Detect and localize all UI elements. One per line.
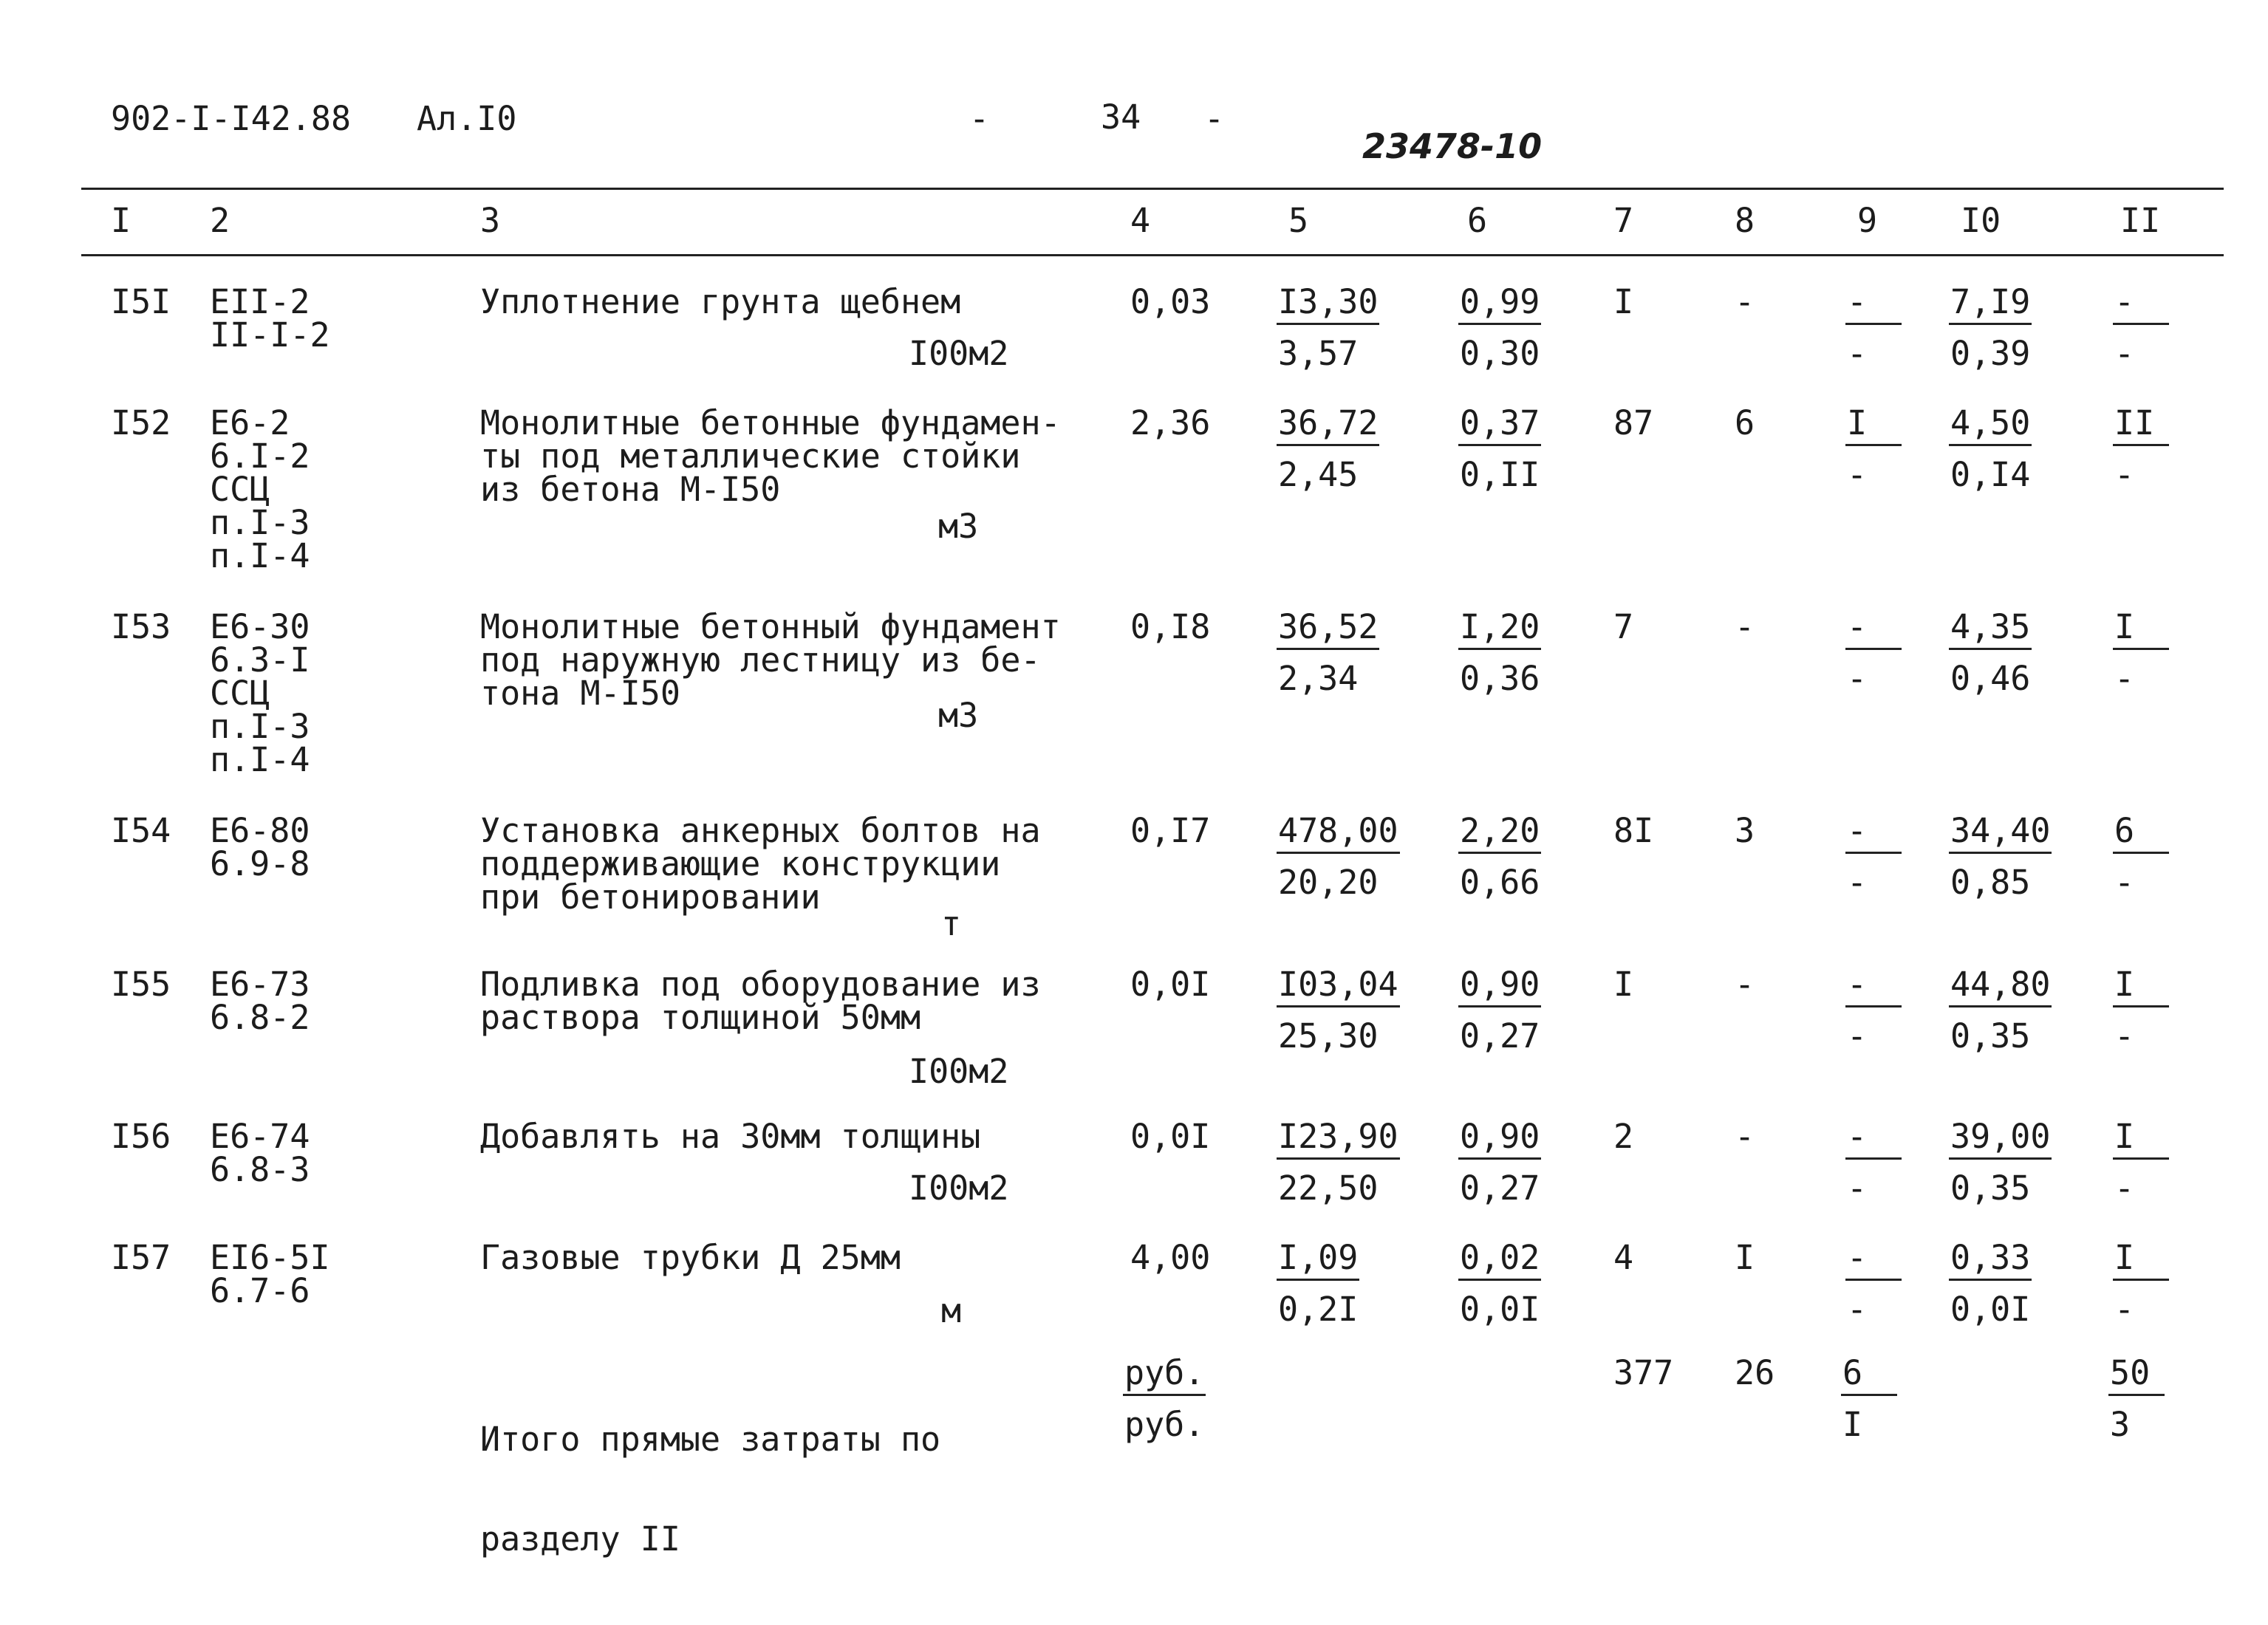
desc-line: Монолитные бетонный фундамент (480, 607, 1061, 646)
work-description (480, 403, 1061, 509)
total-col9: $\frac{6}{I}$ (1841, 1356, 1974, 1441)
c10-cell (1949, 282, 2082, 373)
c11-denominator: - (2114, 659, 2135, 698)
c11-denominator: - (2114, 863, 2135, 902)
c6-denominator: 0,II (1460, 455, 1540, 494)
quantity: 0,0I (1130, 1117, 1211, 1156)
c5-cell (1277, 965, 1410, 1056)
unit-of-measure: т (941, 904, 962, 943)
c10-denominator: 0,85 (1950, 863, 2031, 902)
c10-cell (1949, 607, 2082, 698)
row-number: I54 (111, 811, 171, 850)
c10-cell (1949, 1238, 2082, 1329)
c5-cell (1277, 403, 1410, 494)
c10-denominator: 0,0I (1950, 1290, 2031, 1329)
c9-numerator: - (1845, 968, 1902, 1008)
c6-denominator: 0,66 (1460, 863, 1540, 902)
c5-numerator: 36,52 (1277, 610, 1379, 650)
c11-numerator: II (2113, 406, 2169, 446)
code-line: EII-2 (210, 282, 310, 321)
code-line: E6-74 (210, 1117, 310, 1156)
c5-denominator: 20,20 (1278, 863, 1379, 902)
c6-denominator: 0,0I (1460, 1290, 1540, 1329)
c5-numerator: I03,04 (1277, 968, 1400, 1008)
c6-cell (1458, 403, 1591, 494)
col8-value: - (1735, 965, 1755, 1004)
c11-numerator: I (2113, 1120, 2169, 1160)
c6-cell (1458, 282, 1591, 373)
code-line: E6-30 (210, 607, 310, 646)
c11-cell (2113, 403, 2246, 494)
c9-denominator: - (1847, 659, 1868, 698)
header-dash-left: - (969, 99, 990, 138)
code-line: 6.8-2 (210, 998, 310, 1037)
c6-cell (1458, 811, 1591, 902)
code-line: п.I-3 (210, 503, 310, 542)
quantity: 4,00 (1130, 1238, 1211, 1277)
code-line: 6.7-6 (210, 1271, 310, 1310)
c10-denominator: 0,35 (1950, 1169, 2031, 1208)
sheet-number: Ал.I0 (417, 99, 517, 138)
col-header: 5 (1288, 201, 1309, 240)
header-dash-right: - (1204, 99, 1225, 138)
col8-value: 6 (1735, 403, 1755, 442)
c6-cell (1458, 1117, 1591, 1208)
work-description (480, 1238, 901, 1277)
c11-cell (2113, 965, 2246, 1056)
col8-value: - (1735, 282, 1755, 321)
c11-numerator: I (2113, 968, 2169, 1008)
estimate-sheet (69, 0, 2268, 1570)
c10-cell (1949, 403, 2082, 494)
col7-value: 87 (1613, 403, 1654, 442)
c5-cell (1277, 607, 1410, 698)
desc-line: поддерживающие конструкции (480, 844, 1001, 883)
code-line: ССЦ (210, 470, 270, 509)
code-line: II-I-2 (210, 315, 330, 355)
c10-denominator: 0,39 (1950, 334, 2031, 373)
estimate-code (210, 965, 310, 1037)
code-line: ССЦ (210, 674, 270, 713)
work-description (480, 607, 1061, 713)
code-line: 6.8-3 (210, 1150, 310, 1189)
total-col11: $\frac{50}{3}$ (2108, 1356, 2241, 1441)
c11-denominator: - (2114, 1169, 2135, 1208)
c10-numerator: 4,50 (1949, 406, 2032, 446)
code-line: 6.9-8 (210, 844, 310, 883)
unit-of-measure: I00м2 (909, 1052, 1009, 1091)
unit-of-measure: м (941, 1291, 962, 1330)
total-col7: 377 (1613, 1353, 1674, 1392)
estimate-code (210, 1238, 330, 1310)
code-line: п.I-3 (210, 707, 310, 746)
unit-of-measure: I00м2 (909, 334, 1009, 373)
unit-of-measure: I00м2 (909, 1169, 1009, 1208)
col-header: I (111, 201, 131, 240)
c9-denominator: - (1847, 1169, 1868, 1208)
estimate-code (210, 1117, 310, 1189)
col7-value: 8I (1613, 811, 1654, 850)
row-number: I56 (111, 1117, 171, 1156)
quantity: 0,03 (1130, 282, 1211, 321)
c5-cell (1277, 811, 1410, 902)
c9-numerator: - (1845, 610, 1902, 650)
quantity: 2,36 (1130, 403, 1211, 442)
estimate-code (210, 811, 310, 883)
code-line: E6-2 (210, 403, 290, 442)
code-line: п.I-4 (210, 740, 310, 779)
c6-cell (1458, 965, 1591, 1056)
col-header: 2 (210, 201, 230, 240)
desc-line: тона М-I50 (480, 674, 680, 713)
c10-numerator: 44,80 (1949, 968, 2052, 1008)
handwritten-number: 23478-10 (1362, 126, 1543, 166)
c11-numerator: 6 (2113, 814, 2169, 854)
desc-line: при бетонировании (480, 878, 821, 917)
work-description (480, 282, 961, 321)
row-number: I55 (111, 965, 171, 1004)
code-line: E6-80 (210, 811, 310, 850)
col-header: 3 (480, 201, 501, 240)
c10-denominator: 0,35 (1950, 1016, 2031, 1056)
c5-denominator: 2,34 (1278, 659, 1359, 698)
c9-denominator: - (1847, 455, 1868, 494)
c6-numerator: I,20 (1458, 610, 1541, 650)
work-description (480, 1117, 981, 1156)
c11-denominator: - (2114, 455, 2135, 494)
c11-cell (2113, 811, 2246, 902)
c5-numerator: I3,30 (1277, 285, 1379, 325)
c9-numerator: - (1845, 814, 1902, 854)
c6-numerator: 2,20 (1458, 814, 1541, 854)
quantity: 0,I7 (1130, 811, 1211, 850)
c5-cell (1277, 1238, 1410, 1329)
c10-denominator: 0,I4 (1950, 455, 2031, 494)
c10-cell (1949, 1117, 2082, 1208)
c5-denominator: 0,2I (1278, 1290, 1359, 1329)
total-col8: 26 (1735, 1353, 1775, 1392)
c11-numerator: I (2113, 1241, 2169, 1281)
code-line: E6-73 (210, 965, 310, 1004)
c6-denominator: 0,27 (1460, 1169, 1540, 1208)
desc-line: Подливка под оборудование из (480, 965, 1041, 1004)
c9-numerator: - (1845, 285, 1902, 325)
c11-numerator: - (2113, 285, 2169, 325)
c9-numerator: I (1845, 406, 1902, 446)
c6-numerator: 0,90 (1458, 968, 1541, 1008)
c10-numerator: 34,40 (1949, 814, 2052, 854)
c9-denominator: - (1847, 1290, 1868, 1329)
col-header: 8 (1735, 201, 1755, 240)
c6-numerator: 0,99 (1458, 285, 1541, 325)
col-header: 9 (1857, 201, 1878, 240)
col-header: 6 (1467, 201, 1488, 240)
c10-numerator: 39,00 (1949, 1120, 2052, 1160)
c5-numerator: I,09 (1277, 1241, 1359, 1281)
c9-denominator: - (1847, 863, 1868, 902)
desc-line: под наружную лестницу из бе- (480, 640, 1041, 680)
c6-cell (1458, 607, 1591, 698)
c10-numerator: 0,33 (1949, 1241, 2032, 1281)
doc-code: 902-I-I42.88 (111, 99, 352, 138)
c5-numerator: 36,72 (1277, 406, 1379, 446)
c10-cell (1949, 811, 2082, 902)
row-number: I5I (111, 282, 171, 321)
c11-cell (2113, 282, 2246, 373)
col-header: 4 (1130, 201, 1151, 240)
total-currency: руб. руб. (1124, 1353, 1205, 1444)
c11-numerator: I (2113, 610, 2169, 650)
unit-of-measure: м3 (938, 696, 979, 735)
row-number: I57 (111, 1238, 171, 1277)
work-description (480, 965, 1041, 1037)
c5-cell (1277, 1117, 1410, 1208)
c6-denominator: 0,30 (1460, 334, 1540, 373)
estimate-code (210, 282, 330, 355)
c11-denominator: - (2114, 334, 2135, 373)
c9-numerator: - (1845, 1120, 1902, 1160)
c11-cell (2113, 1117, 2246, 1208)
code-line: п.I-4 (210, 536, 310, 575)
c6-numerator: 0,02 (1458, 1241, 1541, 1281)
col7-value: 2 (1613, 1117, 1634, 1156)
c5-numerator: 478,00 (1277, 814, 1400, 854)
c6-denominator: 0,27 (1460, 1016, 1540, 1056)
desc-line: Монолитные бетонные фундамен- (480, 403, 1061, 442)
quantity: 0,I8 (1130, 607, 1211, 646)
c6-numerator: 0,37 (1458, 406, 1541, 446)
c5-numerator: I23,90 (1277, 1120, 1400, 1160)
c10-numerator: 7,I9 (1949, 285, 2032, 325)
c11-cell (2113, 607, 2246, 698)
c9-denominator: - (1847, 1016, 1868, 1056)
c11-denominator: - (2114, 1290, 2135, 1329)
c10-cell (1949, 965, 2082, 1056)
col-header: 7 (1613, 201, 1634, 240)
c6-denominator: 0,36 (1460, 659, 1540, 698)
c6-numerator: 0,90 (1458, 1120, 1541, 1160)
c9-denominator: - (1847, 334, 1868, 373)
unit-of-measure: м3 (938, 507, 979, 546)
total-label: Итого прямые затраты по разделу II (480, 1420, 941, 1559)
desc-line: Установка анкерных болтов на (480, 811, 1041, 850)
c5-denominator: 22,50 (1278, 1169, 1379, 1208)
col8-value: 3 (1735, 811, 1755, 850)
c11-denominator: - (2114, 1016, 2135, 1056)
desc-line: Газовые трубки Д 25мм (480, 1238, 901, 1277)
c10-denominator: 0,46 (1950, 659, 2031, 698)
row-number: I53 (111, 607, 171, 646)
col7-value: 4 (1613, 1238, 1634, 1277)
c5-denominator: 2,45 (1278, 455, 1359, 494)
col8-value: - (1735, 1117, 1755, 1156)
col8-value: - (1735, 607, 1755, 646)
estimate-code (210, 403, 310, 575)
desc-line: Уплотнение грунта щебнем (480, 282, 961, 321)
row-number: I52 (111, 403, 171, 442)
code-line: 6.I-2 (210, 437, 310, 476)
c5-denominator: 3,57 (1278, 334, 1359, 373)
col7-value: I (1613, 965, 1634, 1004)
c11-cell (2113, 1238, 2246, 1329)
c9-numerator: - (1845, 1241, 1902, 1281)
page-number: 34 (1101, 98, 1141, 137)
col8-value: I (1735, 1238, 1755, 1277)
col-header: II (2120, 201, 2161, 240)
c10-numerator: 4,35 (1949, 610, 2032, 650)
col-header: I0 (1961, 201, 2001, 240)
desc-line: ты под металлические стойки (480, 437, 1021, 476)
col7-value: 7 (1613, 607, 1634, 646)
c5-denominator: 25,30 (1278, 1016, 1379, 1056)
header-bottom-rule (81, 254, 2224, 256)
desc-line: раствора толщиной 50мм (480, 998, 921, 1037)
work-description (480, 811, 1041, 917)
quantity: 0,0I (1130, 965, 1211, 1004)
header-top-rule (81, 188, 2224, 190)
estimate-code (210, 607, 310, 779)
code-line: 6.3-I (210, 640, 310, 680)
desc-line: Добавлять на 30мм толщины (480, 1117, 981, 1156)
desc-line: из бетона М-I50 (480, 470, 781, 509)
c6-cell (1458, 1238, 1591, 1329)
col7-value: I (1613, 282, 1634, 321)
code-line: EI6-5I (210, 1238, 330, 1277)
c5-cell (1277, 282, 1410, 373)
